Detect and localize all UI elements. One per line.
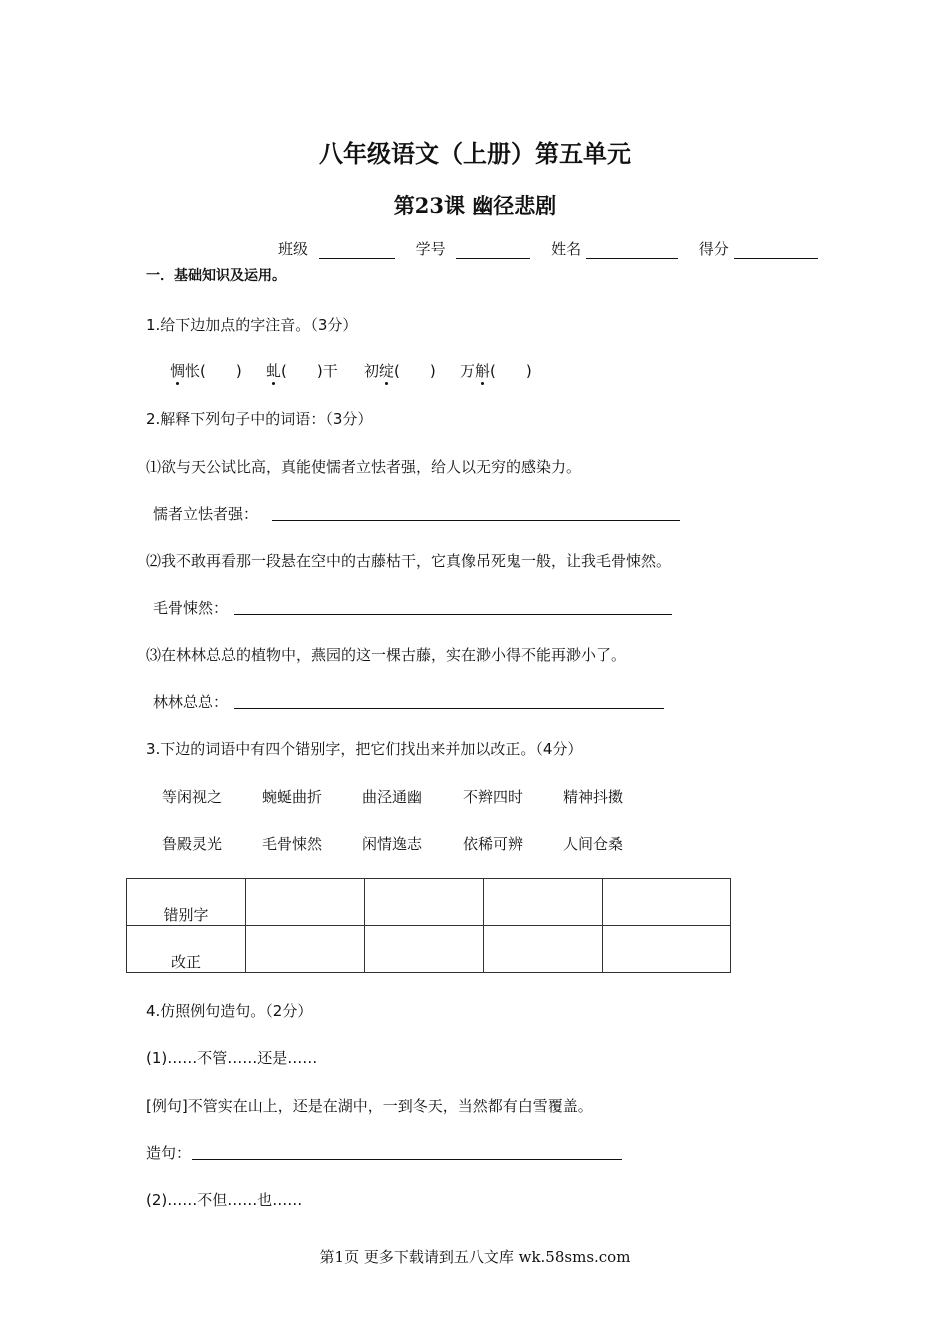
table-cell[interactable]: [484, 879, 603, 926]
word-item: 等闲视之: [162, 788, 223, 806]
q2-answer-line-3[interactable]: [234, 708, 664, 709]
q4-example: [例句]不管实在山上，还是在湖中，一到冬天，当然都有白雪覆盖。: [146, 1097, 593, 1115]
score-label: 得分: [698, 240, 729, 258]
q1-item-4: 万斛( ): [460, 362, 532, 380]
q1-item-3: 初绽( ): [364, 362, 436, 380]
word-item: 曲泾通幽: [362, 788, 423, 806]
page-title: 八年级语文（上册）第五单元: [319, 139, 631, 168]
q1-item-1: 惆怅( ): [170, 362, 242, 380]
table-row: [127, 926, 731, 973]
q2-answer-line-2[interactable]: [234, 614, 672, 615]
question-2-prompt: 2.解释下列句子中的词语：（3分）: [146, 410, 373, 428]
name-field[interactable]: [586, 240, 678, 259]
q4-answer-line[interactable]: [192, 1159, 622, 1160]
correction-table: [126, 878, 731, 973]
q2-answer-label-2: 毛骨悚然：: [153, 599, 229, 617]
score-field[interactable]: [734, 240, 818, 259]
table-label-wrong: 错别字: [127, 879, 246, 926]
q2-answer-label-1: 懦者立怯者强：: [153, 505, 259, 523]
lesson-title: 第23课 幽径悲剧: [393, 193, 557, 218]
q2-answer-line-1[interactable]: [272, 520, 680, 521]
question-3-prompt: 3.下边的词语中有四个错别字，把它们找出来并加以改正。（4分）: [146, 740, 583, 758]
word-item: 鲁殿灵光: [162, 835, 223, 853]
section-heading: 一．基础知识及运用。: [146, 268, 286, 284]
word-item: 闲情逸志: [362, 835, 423, 853]
q2-sentence-2: ⑵我不敢再看那一段悬在空中的古藤枯干，它真像吊死鬼一般，让我毛骨悚然。: [146, 552, 672, 570]
table-cell[interactable]: [484, 926, 603, 973]
word-item: 精神抖擞: [563, 788, 624, 806]
word-item: 人间仓桑: [563, 835, 624, 853]
q4-pattern-1: (1)……不管……还是……: [146, 1049, 318, 1067]
table-cell[interactable]: [365, 926, 484, 973]
q2-sentence-1: ⑴欲与天公试比高，真能使懦者立怯者强，给人以无穷的感染力。: [146, 458, 582, 476]
table-cell[interactable]: [603, 926, 731, 973]
word-item: 毛骨悚然: [262, 835, 323, 853]
word-item: 蜿蜒曲折: [262, 788, 323, 806]
name-label: 姓名: [551, 240, 582, 258]
q1-item-2: 虬( )干: [266, 362, 338, 380]
page-footer: 第1页 更多下载请到五八文库 wk.58sms.com: [319, 1248, 631, 1266]
question-4-prompt: 4.仿照例句造句。（2分）: [146, 1002, 313, 1020]
q2-sentence-3: ⑶在林林总总的植物中，燕园的这一棵古藤，实在渺小得不能再渺小了。: [146, 646, 627, 664]
table-label-correct: 改正: [127, 926, 246, 973]
table-cell[interactable]: [603, 879, 731, 926]
class-field[interactable]: [319, 240, 395, 259]
question-1-prompt: 1.给下边加点的字注音。（3分）: [146, 316, 358, 334]
q4-pattern-2: (2)……不但……也……: [146, 1191, 303, 1209]
class-label: 班级: [278, 240, 309, 258]
table-row: [127, 879, 731, 926]
word-item: 不辫四时: [463, 788, 524, 806]
table-cell[interactable]: [246, 926, 365, 973]
id-label: 学号: [415, 240, 446, 258]
table-cell[interactable]: [365, 879, 484, 926]
table-cell[interactable]: [246, 879, 365, 926]
q4-make-label: 造句：: [146, 1144, 192, 1162]
id-field[interactable]: [456, 240, 530, 259]
word-item: 依稀可辨: [463, 835, 524, 853]
q2-answer-label-3: 林林总总：: [153, 693, 229, 711]
student-info-row: [278, 238, 818, 259]
